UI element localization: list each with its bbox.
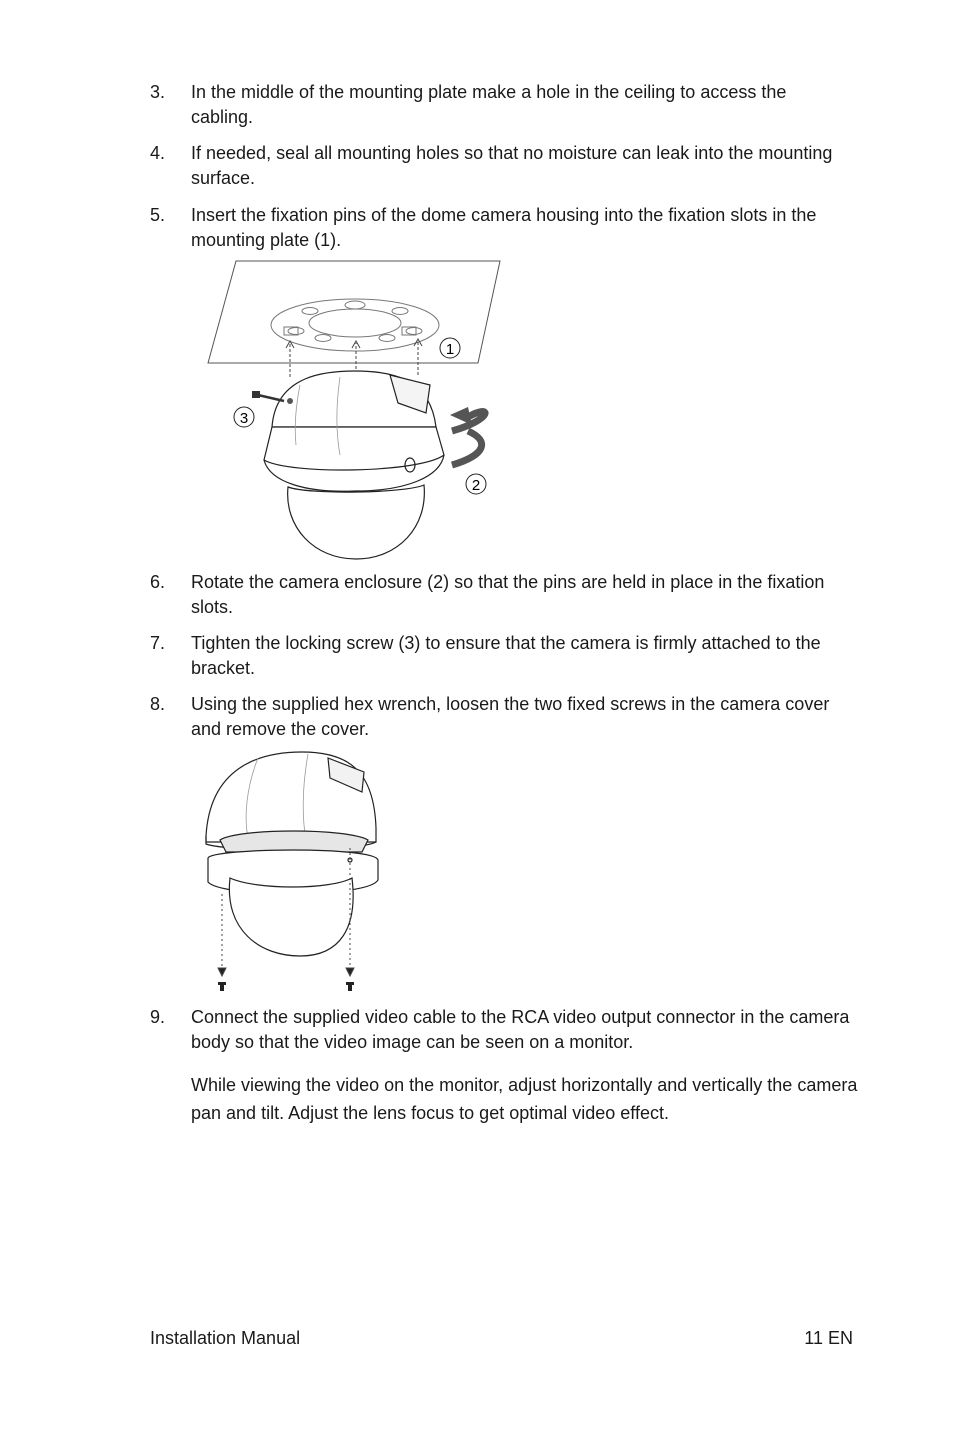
camera-base [208,831,378,956]
step-number: 5. [150,205,166,225]
svg-text:3: 3 [239,410,249,427]
figure-mounting-dome [200,255,510,565]
step-number: 6. [150,572,166,592]
figure-remove-cover [198,748,398,998]
step-text: Using the supplied hex wrench, loosen the two fixed screws in the camera cover and remove the cover. [191,694,830,739]
step-text: Connect the supplied video cable to the RCA video output connector in the camera body so that the video image can be seen on a monitor. [191,1007,850,1052]
step-number: 9. [150,1007,166,1027]
step-number: 4. [150,143,166,163]
svg-text:1: 1 [445,341,455,358]
step-text: If needed, seal all mounting holes so that no moisture can leak into the mounting surface. [191,143,833,188]
screw-icon [218,982,354,991]
ceiling-plane [208,261,500,363]
step-number: 8. [150,694,166,714]
callout-2 [466,474,486,494]
svg-text:2: 2 [471,477,481,494]
rotate-arrow-icon [450,407,485,465]
step-text: Rotate the camera enclosure (2) so that the pins are held in place in the fixation slots. [191,572,825,617]
step-9-note: While viewing the video on the monitor, adjust horizontally and vertically the camera pan and tilt. Adjust the lens focus to get optimal video effect. [191,1075,858,1123]
page-number: 11 EN [804,1328,853,1348]
dome-housing [264,371,444,559]
callout-3 [234,407,254,427]
footer-title: Installation Manual [150,1328,301,1348]
locking-screw [252,391,284,401]
step-text: Insert the fixation pins of the dome camera housing into the fixation slots in the mounting plate (1). [191,205,817,250]
step-text: In the middle of the mounting plate make a hole in the ceiling to access the cabling. [191,82,787,127]
step-text: Tighten the locking screw (3) to ensure that the camera is firmly attached to the bracket. [191,633,821,678]
step-number: 7. [150,633,166,653]
step-number: 3. [150,82,166,102]
